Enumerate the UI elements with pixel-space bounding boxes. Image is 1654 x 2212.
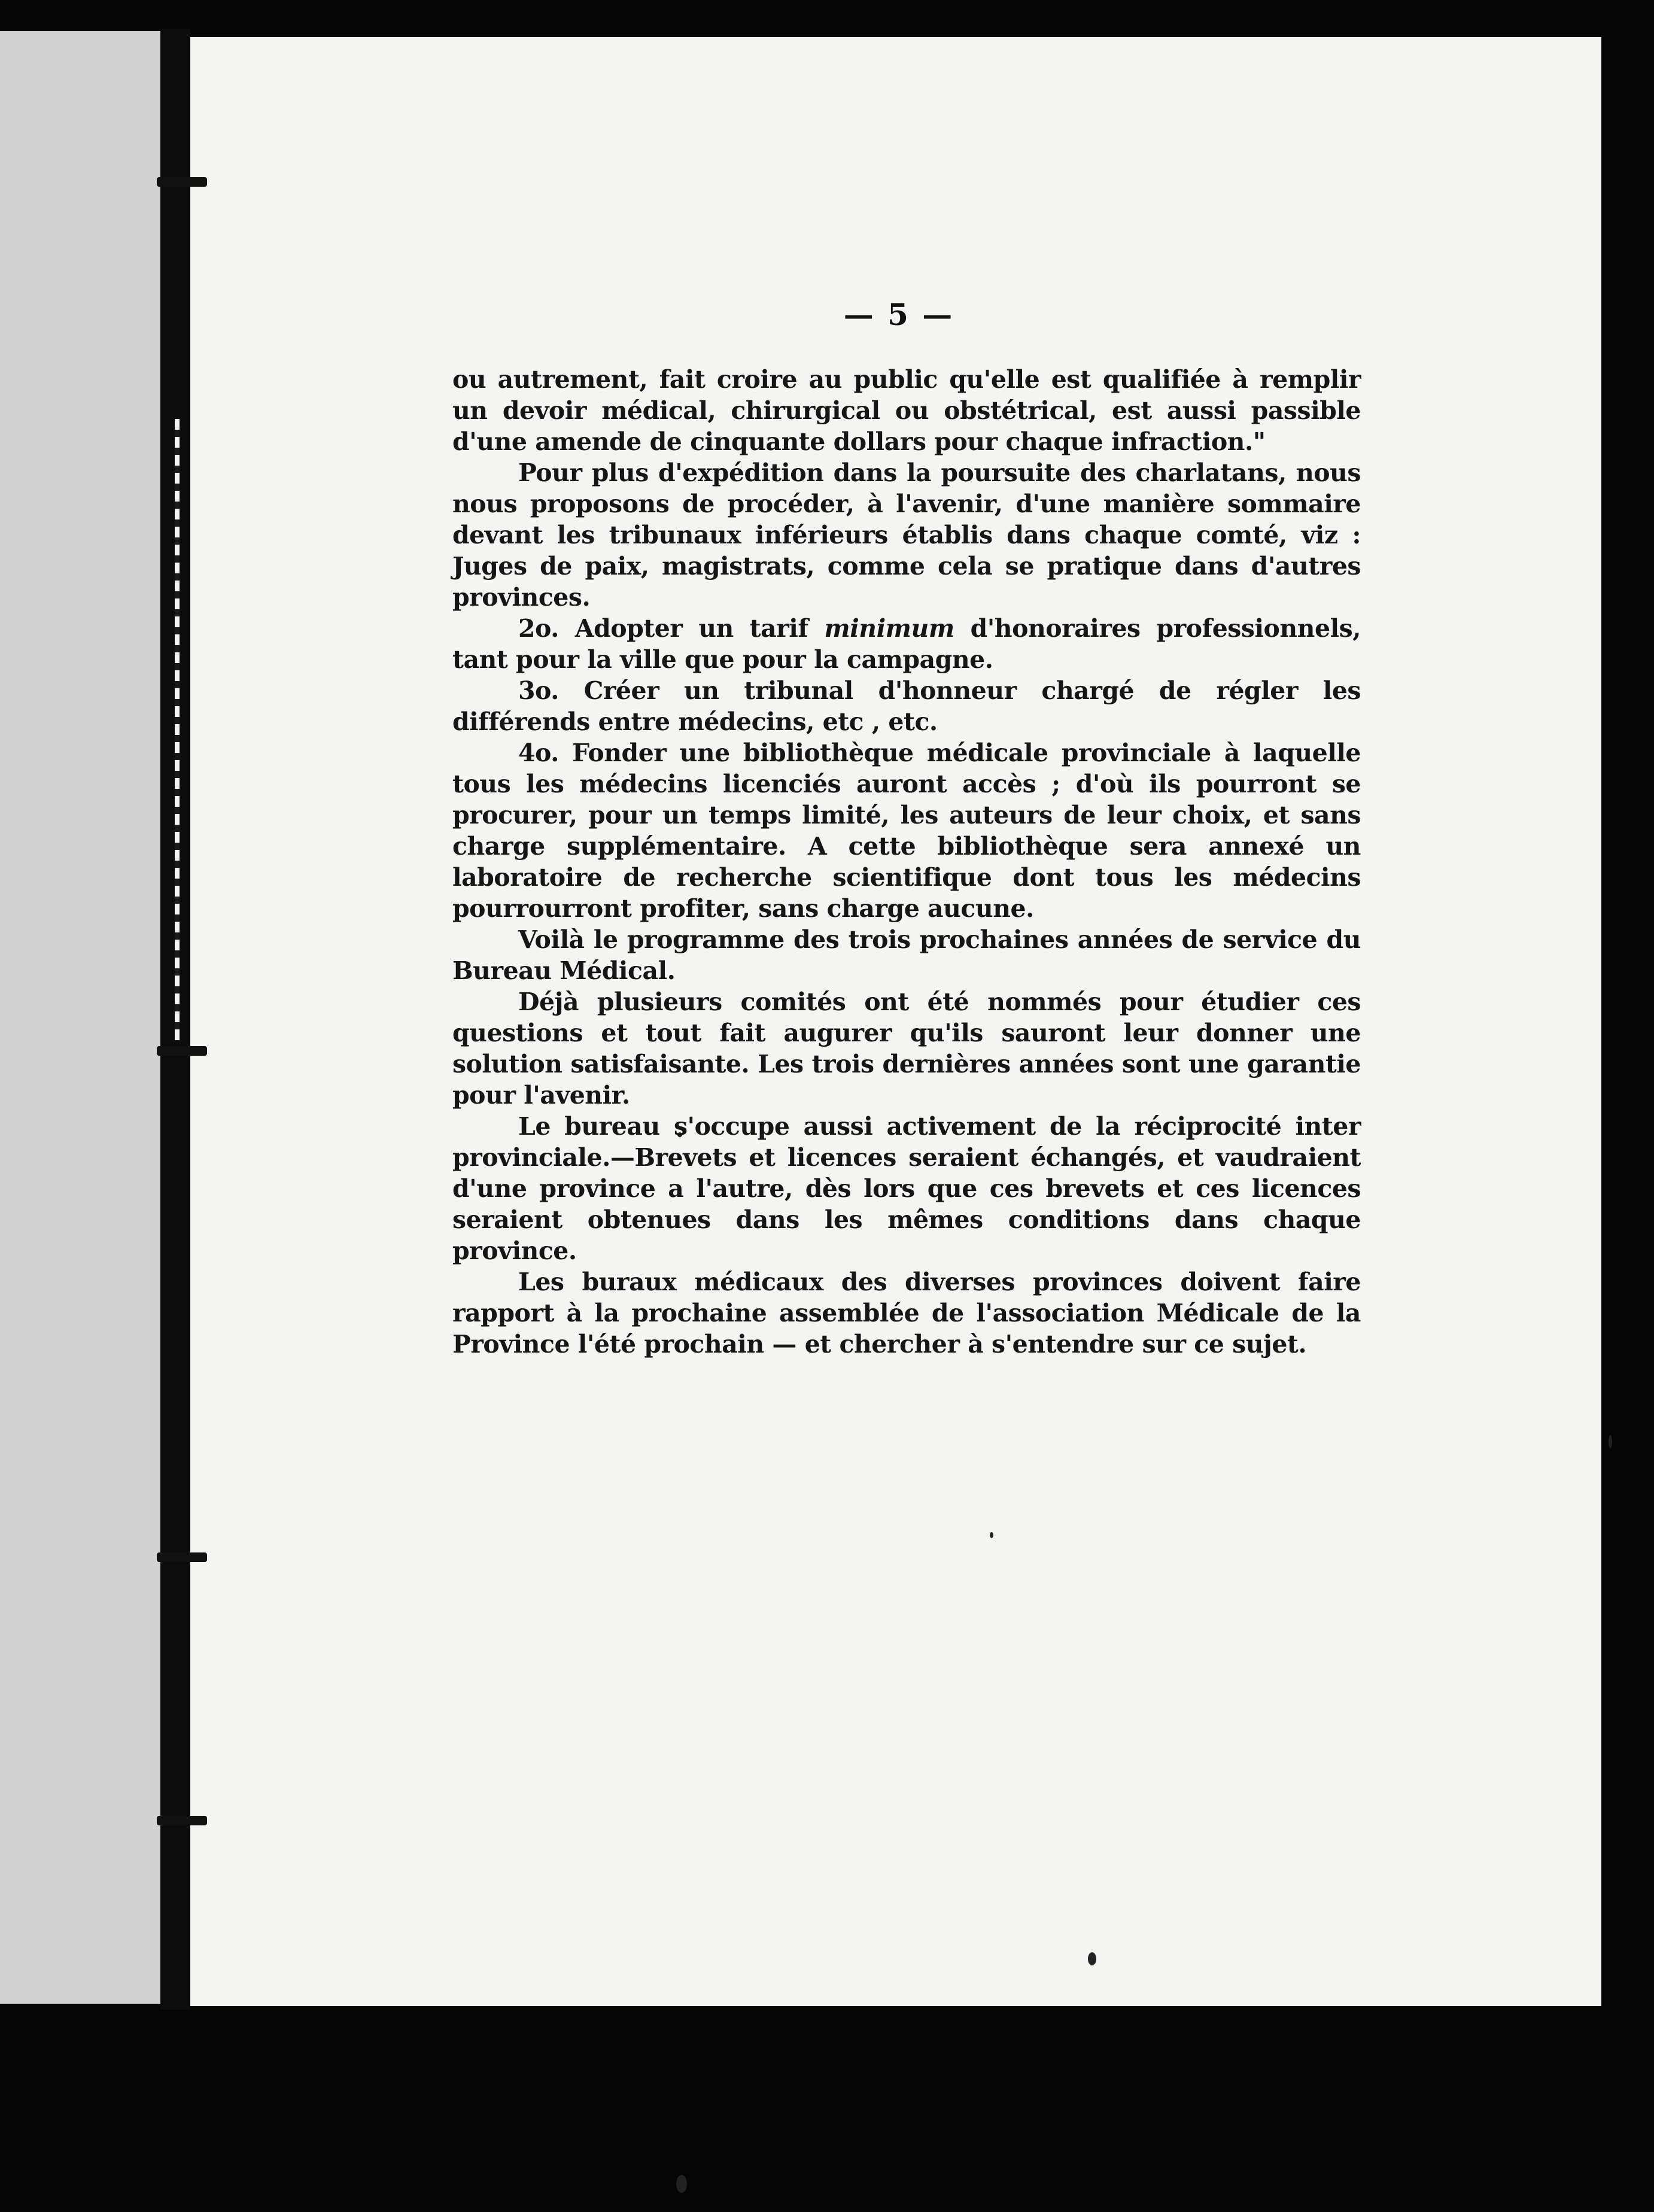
paragraph: Le bureau s'occupe aussi activement de la réciprocité inter provinciale.—Brevets et licences seraient échangés, et vaudraient d'une province a l'autre, dès lors que ces brevets et ces licences seraient obtenues dans les mêmes conditions dans chaque province. xyxy=(452,1112,1361,1265)
binding-thread xyxy=(175,419,180,1041)
paragraph: Pour plus d'expédition dans la poursuite des charlatans, nous nous proposons de procéder, à l'avenir, d'une manière sommaire devant les tribunaux inférieurs établis dans chaque comté, viz : Juges de paix, magistrats, comme cela se pratique dans d'autres provinces. xyxy=(452,458,1361,612)
facing-page-edge xyxy=(0,31,160,2004)
paragraph: 4o. Fonder une bibliothèque médicale provinciale à laquelle tous les médecins licenciés auront accès ; d'où ils pourront se procurer, pour un temps limité, les auteurs de leur choix, et sans charge supplémentaire. A cette bibliothèque sera annexé un laboratoire de recherche scientifique dont tous les médecins pourrourront profiter, sans charge aucune. xyxy=(452,739,1361,923)
paragraph: Voilà le programme des trois prochaines années de service du Bureau Médical. xyxy=(452,925,1361,985)
paragraph: 3o. Créer un tribunal d'honneur chargé de régler les différends entre médecins, etc , etc. xyxy=(452,676,1361,736)
binding-stitch xyxy=(157,1816,207,1825)
print-speck xyxy=(990,1532,993,1538)
paragraph xyxy=(452,613,1361,675)
print-speck xyxy=(676,2175,687,2193)
paragraph-text: d'honoraires professionnels, tant pour la ville que pour la campagne. xyxy=(452,614,1361,674)
page-number: — 5 — xyxy=(843,297,954,332)
print-speck xyxy=(1088,1952,1096,1965)
paragraph: Les buraux médicaux des diverses provinces doivent faire rapport à la prochaine assemblée de l'association Médicale de la Province l'été prochain — et chercher à s'entendre sur ce sujet. xyxy=(452,1268,1361,1359)
binding-stitch xyxy=(157,1552,207,1562)
print-speck xyxy=(1609,1435,1612,1448)
paragraph: ou autrement, fait croire au public qu'elle est qualifiée à remplir un devoir médical, chirurgical ou obstétrical, est aussi passible d'une amende de cinquante dollars pour chaque infraction." xyxy=(452,365,1361,456)
binding-stitch xyxy=(157,177,207,187)
body-text xyxy=(452,364,1361,1360)
binding-stitch xyxy=(157,1046,207,1056)
emphasized-term: minimum xyxy=(824,614,954,643)
paragraph: Déjà plusieurs comités ont été nommés pour étudier ces questions et tout fait augurer qu'ils sauront leur donner une solution satisfaisante. Les trois dernières années sont une garantie pour l'avenir. xyxy=(452,988,1361,1110)
paragraph-text: 2o. Adopter un tarif xyxy=(518,614,825,643)
